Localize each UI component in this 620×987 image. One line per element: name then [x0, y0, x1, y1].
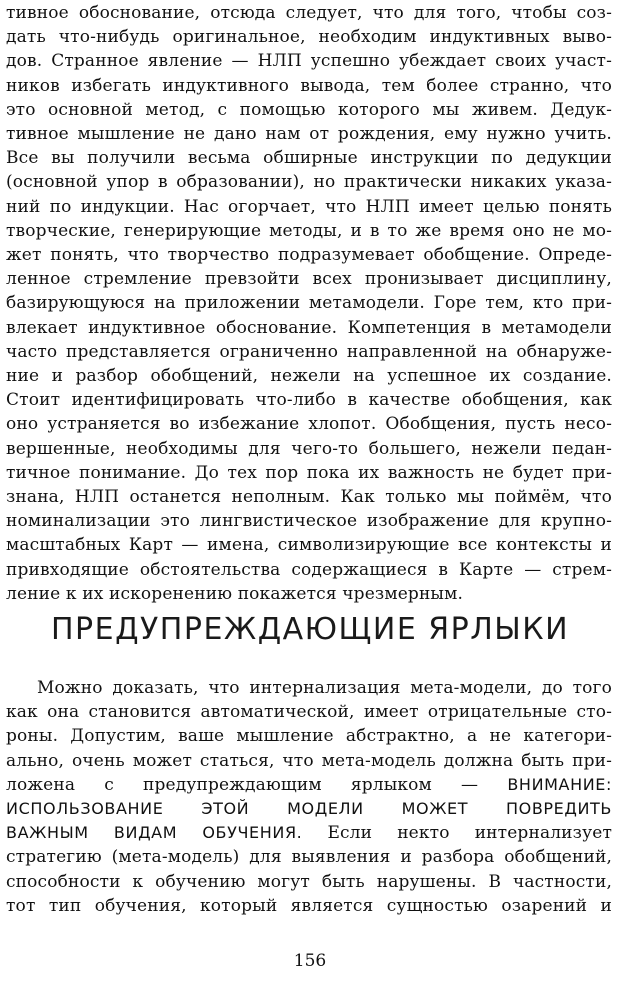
text-segment: ложена с предупреждающим ярлыком — [6, 774, 479, 795]
text-line [6, 821, 612, 845]
text-line: оно устраняется во избежание хлопот. Обобщения, пусть несо- [6, 414, 612, 435]
text-line: роны. Допустим, ваше мышление абстрактно, а не категори- [6, 726, 612, 747]
text-line: влекает индуктивное обоснование. Компетенция в метамодели [6, 317, 612, 338]
text-line: номинализации это лингвистическое изображение для крупно- [6, 511, 612, 532]
text-line: привходящие обстоятельства содержащиеся в Карте — стрем- [6, 559, 612, 580]
text-segment: Если некто интернализует [327, 823, 612, 844]
warning-label-text: ВНИМАНИЕ: [507, 774, 612, 794]
text-line: тивное мышление не дано нам от рождения, ему нужно учить. [6, 124, 612, 145]
text-line: это основной метод, с помощью которого мы живем. Дедук- [6, 99, 612, 120]
text-line: базирующуюся на приложении метамодели. Горе тем, кто при- [6, 293, 612, 314]
text-line: жет понять, что творчество подразумевает обобщение. Опреде- [6, 245, 612, 266]
text-line: как она становится автоматической, имеет отрицательные сто- [6, 702, 612, 723]
text-line: ление к их искоренению покажется чрезмерным. [6, 583, 464, 604]
text-line [6, 773, 612, 797]
text-line: Стоит идентифицировать что-либо в качестве обобщения, как [6, 390, 612, 411]
text-line: знана, НЛП останется неполным. Как только мы поймём, что [6, 487, 612, 508]
text-line: тивное обоснование, отсюда следует, что для того, чтобы соз- [6, 3, 612, 23]
warning-label-text: ИСПОЛЬЗОВАНИЕ ЭТОЙ МОДЕЛИ МОЖЕТ ПОВРЕДИТЬ [6, 799, 612, 819]
text-line: ние и разбор обобщений, нежели на успешное их создание. [6, 366, 612, 387]
section-heading: ПРЕДУПРЕЖДАЮЩИЕ ЯРЛЫКИ [50, 612, 570, 647]
warning-label-text: ВАЖНЫМ ВИДАМ ОБУЧЕНИЯ. [6, 823, 303, 843]
body-paragraph-2 [6, 676, 612, 918]
text-line: дать что-нибудь оригинальное, необходим индуктивных выво- [6, 27, 612, 48]
text-line: (основной упор в образовании), но практически никаких указа- [6, 172, 612, 193]
text-line: ников избегать индуктивного вывода, тем более странно, что [6, 75, 612, 96]
page-number: 156 [293, 951, 327, 971]
text-line: способности к обучению могут быть нарушены. В частности, [6, 871, 612, 892]
text-line: часто представляется ограниченно направленной на обнаруже- [6, 341, 612, 362]
text-line: творческие, генерирующие методы, и в то же время оно не мо- [6, 220, 612, 241]
text-line: вершенные, необходимы для чего-то большего, нежели педан- [6, 438, 612, 459]
text-line: тот тип обучения, который является сущностью озарений и [6, 895, 612, 916]
text-line: дов. Странное явление — НЛП успешно убеждает своих участ- [6, 51, 612, 72]
body-paragraph-1 [6, 1, 612, 606]
text-line: масштабных Карт — имена, символизирующие все контексты и [6, 535, 612, 556]
text-line: стратегию (мета-модель) для выявления и разбора обобщений, [6, 847, 612, 868]
text-line: тичное понимание. До тех пор пока их важность не будет при- [6, 462, 612, 483]
text-line: ний по индукции. Нас огорчает, что НЛП имеет целью понять [6, 196, 612, 217]
text-line: Можно доказать, что интернализация мета-модели, до того [37, 678, 612, 698]
text-line: ленное стремление превзойти всех пронизывает дисциплину, [6, 269, 612, 290]
text-line: Все вы получили весьма обширные инструкции по дедукции [6, 148, 612, 169]
text-line: ально, очень может статься, что мета-модель должна быть при- [6, 750, 612, 771]
